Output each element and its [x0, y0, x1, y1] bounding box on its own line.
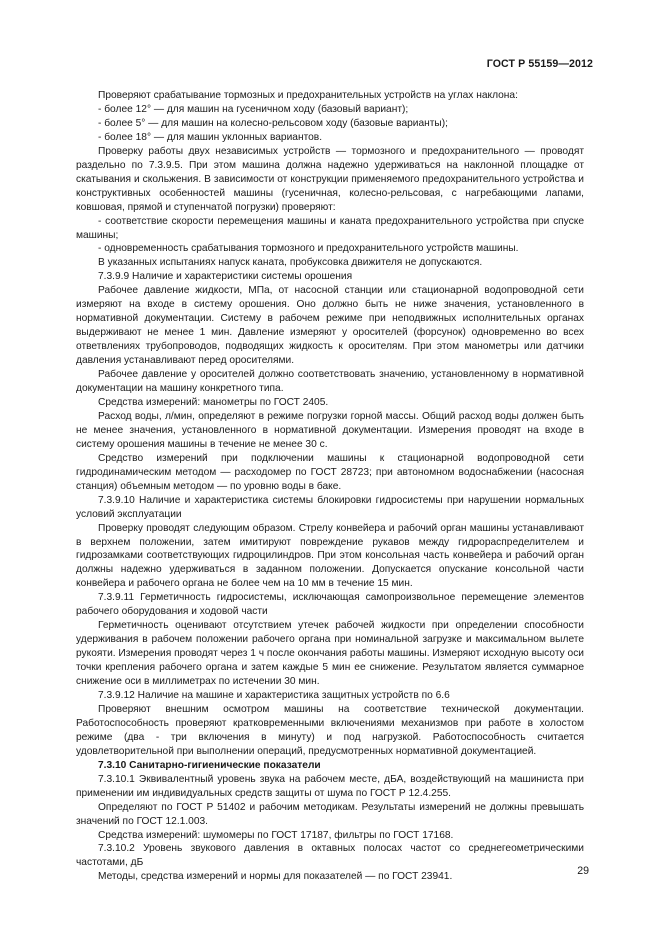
standard-header: ГОСТ Р 55159—2012: [486, 58, 593, 70]
paragraph-tightness: Герметичность оценивают отсутствием утечек рабочей жидкости при определении способности удерживания в рабочем положении рабочего органа при номинальной загрузке и максимальном вылете рукояти. Измерения проводят через 1 ч после окончания работы машины. Измеряют исходную высоту оси точки крепления рабочего органа и затем каждые 5 мин ее снижение. Результатом является суммарное снижение оси в миллиметрах по истечении 30 мин.: [76, 620, 584, 688]
paragraph-sprinkler-pressure: Рабочее давление у оросителей должно соответствовать значению, установленному в нормативной документации на машину конкретного типа.: [76, 369, 584, 395]
list-item-rail-angle: - более 5° — для машин на колесно-рельсовом ходу (базовые варианты);: [98, 117, 448, 129]
page-number: 29: [577, 865, 589, 877]
list-item-speed-match: - соответствие скорости перемещения машины и каната предохранительного устройства при спуске машины;: [76, 215, 584, 241]
document-body: [76, 89, 584, 884]
section-heading-7-3-9-9: 7.3.9.9 Наличие и характеристики системы орошения: [98, 271, 353, 283]
section-heading-7-3-9-12: 7.3.9.12 Наличие на машине и характеристика защитных устройств по 6.6: [98, 689, 450, 701]
paragraph-sound-method: Определяют по ГОСТ Р 51402 и рабочим методикам. Результаты измерений не должны превышать значений по ГОСТ 12.1.003.: [76, 801, 584, 827]
paragraph-no-slack: В указанных испытаниях напуск каната, пробуксовка движителя не допускаются.: [98, 257, 483, 269]
section-heading-7-3-9-11: 7.3.9.11 Герметичность гидросистемы, исключающая самопроизвольное перемещение элементов рабочего оборудования и ходовой части: [76, 592, 584, 618]
paragraph-flow-meter: Средство измерений при подключении машины к стационарной водопроводной сети гидродинамическим методом — расходомер по ГОСТ 28723; при автономном водоснабжении (насосная станция) объемным методом — по уровню воды в баке.: [76, 452, 584, 492]
list-item-crawler-angle: - более 12° — для машин на гусеничном ходу (базовый вариант);: [98, 103, 409, 115]
paragraph-blocking-check: Проверку проводят следующим образом. Стрелу конвейера и рабочий орган машины устанавливают в верхнем положении, затем имитируют повреждение рукавов между гидрораспределителем и гидрозамками соответствующих гидроцилиндров. При этом консольная часть конвейера и рабочий орган должны надежно удерживаться в заданном положении. Допускается опускание консольной части конвейера и рабочего органа не более чем на 10 мм в течение 15 мин.: [76, 522, 584, 590]
paragraph-protective-devices: Проверяют внешним осмотром машины на соответствие технической документации. Работоспособность проверяют кратковременными включениями механизмов при работе в холостом режиме (два - три включения в минуту) и под нагрузкой. Работоспособность считается удовлетворительной при выполнении операций, предусмотренных нормативной документацией.: [76, 703, 584, 757]
paragraph-manometers: Средства измерений: манометры по ГОСТ 2405.: [98, 396, 329, 408]
paragraph-sound-instruments: Средства измерений: шумомеры по ГОСТ 17187, фильтры по ГОСТ 17168.: [98, 829, 454, 841]
paragraph-brake-check-intro: Проверяют срабатывание тормозных и предохранительных устройств на углах наклона:: [98, 90, 518, 101]
paragraph-independent-devices: Проверку работы двух независимых устройств — тормозного и предохранительного — проводят раздельно по 7.3.9.5. При этом машина должна надежно удерживаться на наклонной площадке от скатывания и скольжения. В зависимости от конструкции применяемого предохранительного устройства и конструктивных особенностей машины (гусеничная, колесно-рельсовая, с нагребающими лапами, ковшовая, прямой и ступенчатой погрузки) проверяют:: [76, 145, 584, 213]
paragraph-sound-level: 7.3.10.1 Эквивалентный уровень звука на рабочем месте, дБА, воздействующий на машиниста при применении им индивидуальных средств защиты от шума по ГОСТ Р 12.4.255.: [76, 773, 584, 799]
paragraph-methods-norms: Методы, средства измерений и нормы для показателей — по ГОСТ 23941.: [98, 871, 453, 883]
paragraph-working-pressure: Рабочее давление жидкости, МПа, от насосной станции или стационарной водопроводной сети измеряют на входе в систему орошения. Оно должно быть не ниже значения, установленного в нормативной документации. Систему в рабочем режиме при неподвижных исполнительных органах выдерживают не менее 1 мин. Давление измеряют у оросителей (форсунок) одновременно во всех ответвлениях трубопроводов, подводящих жидкость к оросителям. При этом манометры или датчики давления устанавливают перед оросителями.: [76, 285, 584, 367]
list-item-incline-angle: - более 18° — для машин уклонных вариантов.: [98, 131, 323, 143]
paragraph-water-flow: Расход воды, л/мин, определяют в режиме погрузки горной массы. Общий расход воды должен быть не менее значения, установленного в нормативной документации. Измерения проводят на входе в систему орошения машины в течение не менее 30 с.: [76, 410, 584, 450]
paragraph-octave-bands: 7.3.10.2 Уровень звукового давления в октавных полосах частот со среднегеометрическими частотами, дБ: [76, 843, 584, 869]
section-heading-7-3-9-10: 7.3.9.10 Наличие и характеристика системы блокировки гидросистемы при нарушении нормальных условий эксплуатации: [76, 494, 584, 520]
section-heading-7-3-10: 7.3.10 Санитарно-гигиенические показатели: [98, 759, 321, 771]
list-item-simultaneous-action: - одновременность срабатывания тормозного и предохранительного устройств машины.: [98, 243, 519, 255]
